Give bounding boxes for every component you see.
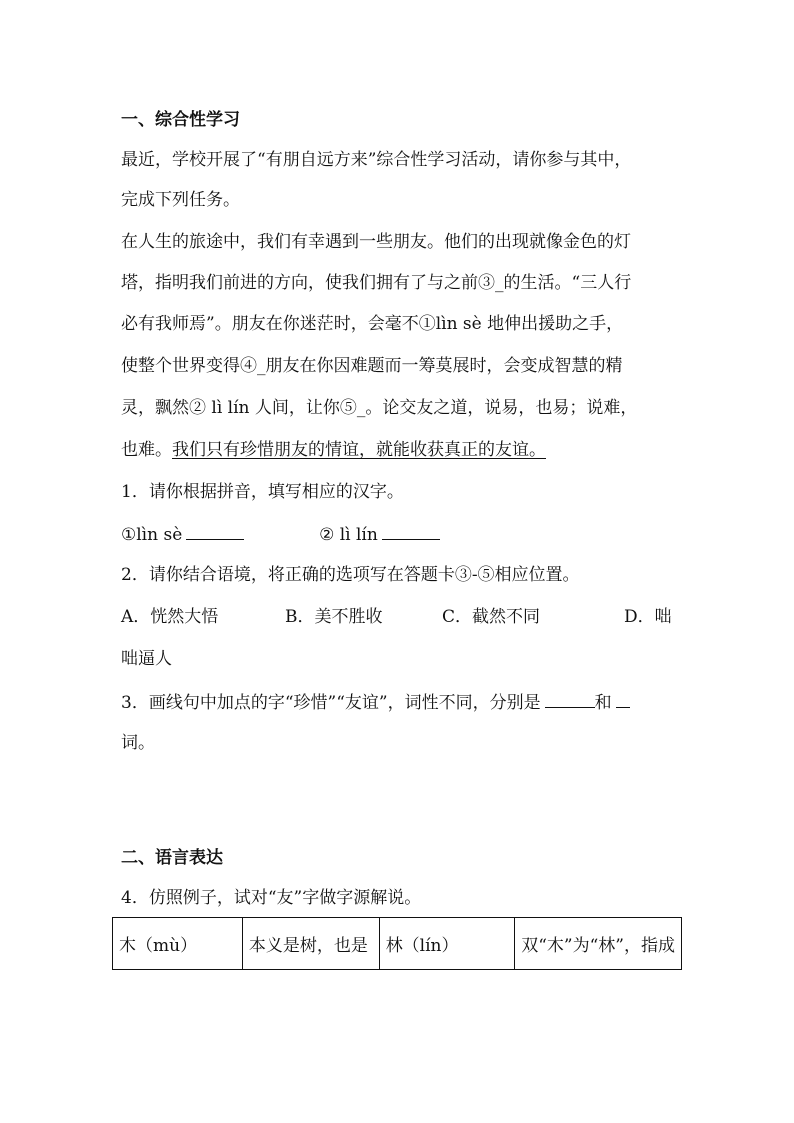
question-3-text: 3．画线句中加点的字“珍惜”“友谊”，词性不同，分别是 bbox=[121, 693, 541, 713]
option-a: A．恍然大悟 bbox=[121, 607, 219, 627]
answer-blank-4[interactable] bbox=[616, 689, 630, 708]
option-b: B．美不胜收 bbox=[285, 607, 383, 627]
question-3-and: 和 bbox=[594, 693, 612, 713]
underlined-sentence: 我们只有珍惜朋友的情谊，就能收获真正的友谊。 bbox=[172, 440, 546, 460]
passage-line-6 bbox=[121, 438, 546, 462]
question-1-answers bbox=[121, 521, 440, 547]
pinyin-lin-se: ①lìn sè bbox=[121, 525, 183, 545]
table-cell: 双“木”为“林”，指成 bbox=[515, 918, 682, 970]
etymology-table bbox=[112, 917, 682, 970]
table-cell: 木（mù） bbox=[113, 918, 243, 970]
passage-line-4: 使整个世界变得④_朋友在你因难题而一筹莫展时，会变成智慧的精 bbox=[121, 356, 623, 376]
option-c: C．截然不同 bbox=[442, 607, 541, 627]
option-d: D．咄 bbox=[624, 607, 672, 627]
table-cell: 本义是树，也是 bbox=[242, 918, 379, 970]
table-row bbox=[113, 918, 682, 970]
question-3 bbox=[121, 689, 630, 715]
intro-line-2: 完成下列任务。 bbox=[121, 190, 240, 210]
passage-line-1: 在人生的旅途中，我们有幸遇到一些朋友。他们的出现就像金色的灯 bbox=[121, 232, 631, 252]
intro-line-1: 最近，学校开展了“有朋自远方来”综合性学习活动，请你参与其中， bbox=[121, 150, 632, 170]
option-d-continued: 咄逼人 bbox=[121, 649, 172, 669]
answer-blank-1[interactable] bbox=[186, 521, 244, 540]
passage-last-plain: 也难。 bbox=[121, 440, 172, 460]
question-2: 2．请你结合语境，将正确的选项写在答题卡③-⑤相应位置。 bbox=[121, 565, 580, 585]
answer-blank-3[interactable] bbox=[545, 689, 595, 708]
question-1: 1．请你根据拼音，填写相应的汉字。 bbox=[121, 482, 404, 502]
section-title-integrated-learning: 一、综合性学习 bbox=[121, 110, 240, 130]
question-3-continued: 词。 bbox=[121, 733, 155, 753]
passage-line-3: 必有我师焉”。朋友在你迷茫时，会毫不①lìn sè 地伸出援助之手， bbox=[121, 314, 624, 334]
table-cell: 林（lín） bbox=[379, 918, 515, 970]
answer-blank-2[interactable] bbox=[382, 521, 440, 540]
passage-line-2: 塔，指明我们前进的方向，使我们拥有了与之前③_的生活。“三人行 bbox=[121, 273, 632, 293]
question-4: 4．仿照例子，试对“友”字做字源解说。 bbox=[121, 888, 422, 908]
passage-line-5: 灵，飘然② lì lín 人间，让你⑤_。论交友之道，说易，也易；说难， bbox=[121, 398, 638, 418]
pinyin-li-lin: ② lì lín bbox=[319, 525, 378, 545]
section-title-language-expression: 二、语言表达 bbox=[121, 848, 223, 868]
